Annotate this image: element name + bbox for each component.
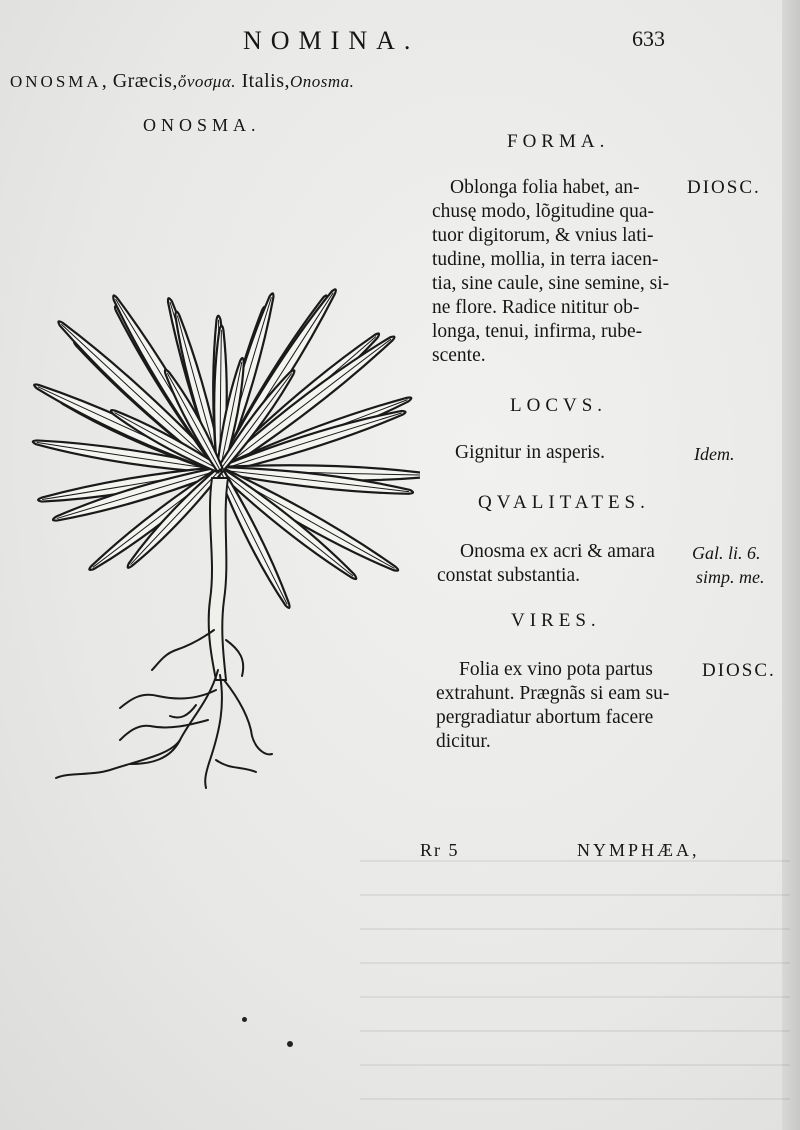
plant-woodcut-illustration: [20, 160, 420, 800]
vires-line: pergradiatur abortum facere: [436, 707, 654, 728]
plant-name-latin: ONOSMA: [10, 72, 102, 91]
margin-note-simp: [696, 567, 765, 588]
forma-line: ne flore. Radice nititur ob-: [432, 297, 640, 318]
running-head: NOMINA.: [243, 26, 420, 55]
margin-note-galen-text: Gal. li. 6.: [692, 543, 761, 563]
greek-name: ὄνοσμα.: [177, 72, 236, 91]
forma-line: tia, sine caule, sine semine, si-: [432, 273, 670, 294]
forma-line: longa, tenui, infirma, rube-: [432, 321, 643, 342]
catchword: NYMPHÆA,: [577, 840, 700, 860]
heading-qualitates: QVALITATES.: [478, 492, 650, 513]
heading-forma: FORMA.: [507, 131, 610, 152]
margin-note-idem-text: Idem.: [694, 444, 735, 464]
forma-line: tudine, mollia, in terra iacen-: [432, 249, 659, 270]
heading-locus: LOCVS.: [510, 395, 608, 416]
plant-names-line: [10, 70, 354, 93]
margin-note-dioscorides-2: DIOSC.: [702, 660, 776, 681]
figure-caption: ONOSMA.: [143, 115, 261, 135]
heading-vires: VIRES.: [511, 610, 601, 631]
qualitates-line: Onosma ex acri & amara: [460, 541, 655, 562]
forma-line: Oblonga folia habet, an-: [450, 177, 640, 198]
signature-mark: Rr 5: [420, 840, 460, 860]
italian-label: Italis,: [236, 70, 290, 92]
forma-line: scente.: [432, 345, 486, 366]
margin-note-dioscorides: DIOSC.: [687, 177, 761, 198]
greek-label: Græcis,: [112, 70, 178, 92]
ink-speck: [242, 1017, 247, 1022]
margin-note-simp-text: simp. me.: [696, 567, 765, 587]
locus-line: Gignitur in asperis.: [455, 442, 606, 463]
vires-line: dicitur.: [436, 731, 491, 752]
forma-line: chusę modo, lõgitudine qua-: [432, 201, 655, 222]
page-number: 633: [632, 26, 665, 51]
vires-line: extrahunt. Prægnãs si eam su-: [436, 683, 670, 704]
margin-note-galen: [692, 543, 761, 564]
italian-name: Onosma.: [290, 72, 355, 91]
ink-speck: [287, 1041, 293, 1047]
vires-line: Folia ex vino pota partus: [459, 659, 653, 680]
forma-line: tuor digitorum, & vnius lati-: [432, 225, 654, 246]
plant-stem: [209, 478, 228, 680]
qualitates-line: constat substantia.: [437, 565, 580, 586]
margin-note-idem: [694, 444, 734, 465]
plant-roots: [56, 630, 272, 788]
name-separator: ,: [101, 70, 113, 92]
show-through-text: [360, 840, 790, 1110]
